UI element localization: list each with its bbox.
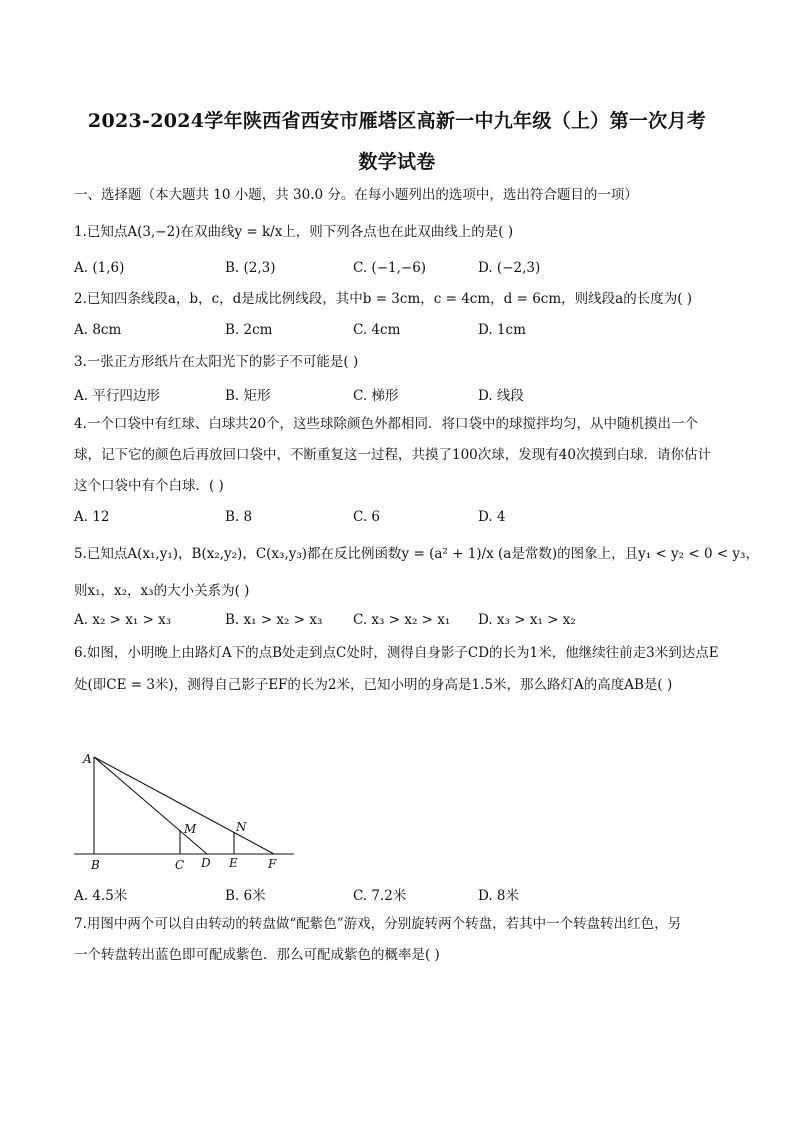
label-f: F — [268, 857, 277, 871]
question-4-text-line3: 这个口袋中有个白球．( ) — [74, 478, 224, 494]
option-c: C. 4cm — [353, 322, 401, 338]
light-ray-af — [94, 757, 274, 854]
question-6-text-line2: 处(即CE = 3米)，测得自己影子EF的长为2米，已知小明的身高是1.5米，那么路灯A的高度AB是( ) — [74, 677, 673, 693]
option-d: D. 4 — [478, 509, 506, 525]
option-a: A. 4.5米 — [74, 888, 128, 904]
label-m: M — [184, 822, 197, 836]
section-heading: 一、选择题（本大题共 10 小题，共 30.0 分。在每小题列出的选项中，选出符合题目的一项） — [74, 187, 638, 203]
question-4-text-line2: 球，记下它的颜色后再放回口袋中，不断重复这一过程，共摸了100次球，发现有40次摸到白球．请你估计 — [74, 447, 711, 463]
option-a: A. 平行四边形 — [74, 388, 160, 404]
question-1-text: 1.已知点A(3,−2)在双曲线y = k/x上，则下列各点也在此双曲线上的是( ) — [74, 224, 514, 240]
streetlight-figure — [70, 745, 310, 875]
question-3-text: 3.一张正方形纸片在太阳光下的影子不可能是( ) — [74, 354, 359, 370]
option-a: A. 8cm — [74, 322, 122, 338]
option-a: A. (1,6) — [74, 260, 125, 276]
question-3-options — [74, 384, 734, 402]
option-d: D. x₃ > x₁ > x₂ — [478, 612, 576, 628]
option-a: A. 12 — [74, 509, 110, 525]
option-d: D. 1cm — [478, 322, 526, 338]
question-6-text-line1: 6.如图，小明晚上由路灯A下的点B处走到点C处时，测得自身影子CD的长为1米，他继续往前走3米到达点E — [74, 645, 719, 661]
label-b: B — [91, 858, 100, 872]
option-a: A. x₂ > x₁ > x₃ — [74, 612, 172, 628]
light-ray-ad — [94, 757, 207, 854]
label-e: E — [229, 856, 238, 870]
question-7-text-line1: 7.用图中两个可以自由转动的转盘做“配紫色”游戏，分别旋转两个转盘，若其中一个转盘转出红色，另 — [74, 916, 682, 932]
exam-title: 2023-2024学年陕西省西安市雁塔区高新一中九年级（上）第一次月考 — [87, 110, 707, 132]
question-2-options — [74, 322, 734, 340]
option-c: C. x₃ > x₂ > x₁ — [353, 612, 451, 628]
label-c: C — [175, 858, 185, 872]
question-5-options — [74, 612, 734, 630]
label-a: A — [83, 752, 92, 766]
question-4-text-line1: 4.一个口袋中有红球、白球共20个，这些球除颜色外都相同．将口袋中的球搅拌均匀，从中随机摸出一个 — [74, 416, 699, 432]
option-d: D. 线段 — [478, 388, 524, 404]
option-b: B. 6米 — [225, 888, 266, 904]
option-b: B. 2cm — [225, 322, 273, 338]
option-c: C. (−1,−6) — [353, 260, 427, 276]
option-c: C. 6 — [353, 509, 381, 525]
question-1-options — [74, 260, 734, 278]
option-d: D. (−2,3) — [478, 260, 541, 276]
question-6-options — [74, 884, 734, 902]
label-n: N — [236, 820, 247, 834]
question-5-text-line1: 5.已知点A(x₁,y₁)，B(x₂,y₂)，C(x₃,y₃)都在反比例函数y = (a² + 1)/x (a是常数)的图象上，且y₁ < y₂ < 0 < y₃， — [74, 546, 759, 562]
option-b: B. 8 — [225, 509, 253, 525]
label-d: D — [201, 856, 211, 870]
question-5-text-line2: 则x₁，x₂，x₃的大小关系为( ) — [74, 583, 250, 599]
option-c: C. 梯形 — [353, 388, 399, 404]
question-2-text: 2.已知四条线段a，b，c，d是成比例线段，其中b = 3cm，c = 4cm，d = 6cm，则线段a的长度为( ) — [74, 291, 693, 307]
option-c: C. 7.2米 — [353, 888, 407, 904]
question-4-options — [74, 509, 734, 527]
question-7-text-line2: 一个转盘转出蓝色即可配成紫色．那么可配成紫色的概率是( ) — [74, 947, 440, 963]
option-d: D. 8米 — [478, 888, 520, 904]
option-b: B. x₁ > x₂ > x₃ — [225, 612, 323, 628]
option-b: B. (2,3) — [225, 260, 276, 276]
option-b: B. 矩形 — [225, 388, 271, 404]
exam-subtitle: 数学试卷 — [358, 151, 436, 173]
